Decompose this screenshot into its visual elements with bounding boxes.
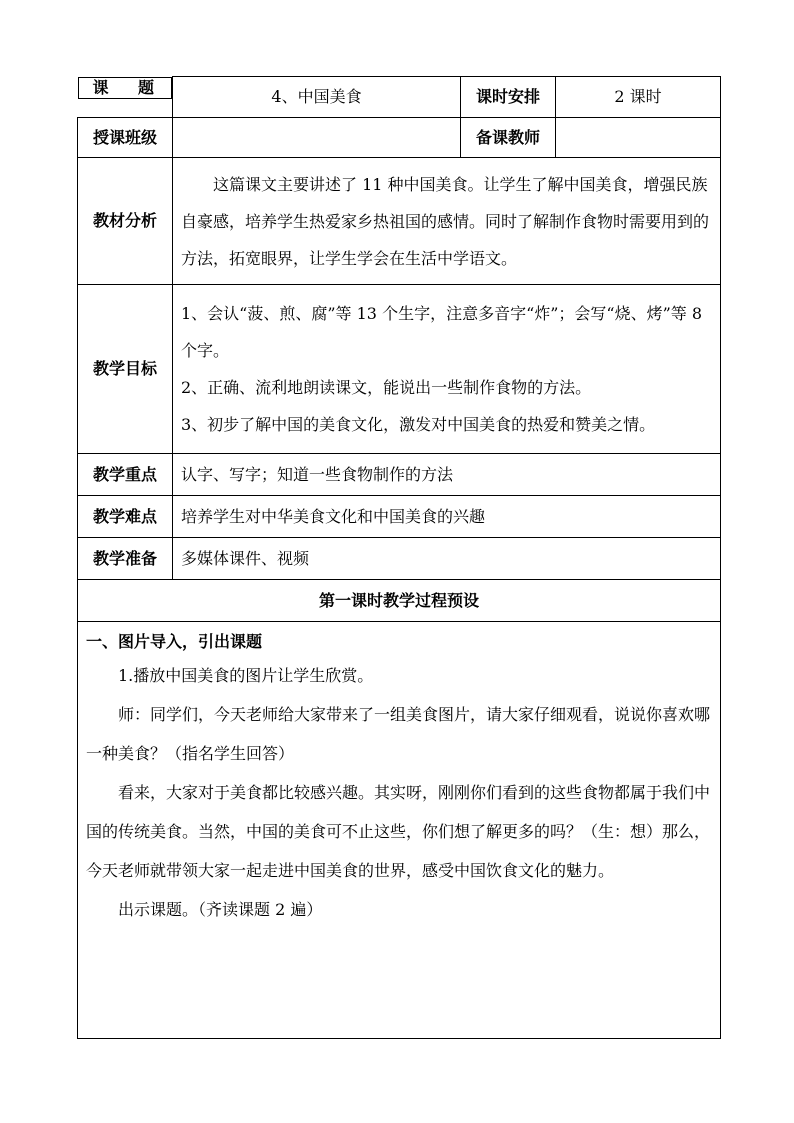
process-title: 第一课时教学过程预设	[78, 580, 721, 622]
objective-item: 2、正确、流利地朗读课文，能说出一些制作食物的方法。	[181, 378, 592, 397]
key-points-text: 认字、写字；知道一些食物制作的方法	[173, 454, 721, 496]
objective-item: 3、初步了解中国的美食文化，激发对中国美食的热爱和赞美之情。	[181, 415, 656, 434]
key-points-row	[78, 454, 721, 496]
process-title-row	[78, 580, 721, 622]
process-content	[78, 622, 721, 1039]
lesson-plan-table	[77, 76, 721, 1039]
topic-value: 4、中国美食	[173, 77, 461, 118]
analysis-text: 这篇课文主要讲述了 11 种中国美食。让学生了解中国美食，增强民族自豪感，培养学生热爱家乡热祖国的感情。同时了解制作食物时需要用到的方法，拓宽眼界，让学生学会在生活中学语文。	[181, 174, 710, 268]
class-label: 授课班级	[78, 118, 173, 158]
class-row	[78, 118, 721, 158]
objective-item: 1、会认“菠、煎、腐”等 13 个生字，注意多音字“炸”；会写“烧、烤”等 8 个字。	[181, 304, 703, 360]
process-paragraph: 1.播放中国美食的图片让学生欣赏。	[118, 666, 374, 685]
difficulties-label: 教学难点	[78, 496, 173, 538]
topic-label-char-1: 课	[92, 77, 109, 97]
objectives-row	[78, 285, 721, 454]
difficulties-row	[78, 496, 721, 538]
schedule-value: 2 课时	[556, 77, 721, 118]
key-points-label: 教学重点	[78, 454, 173, 496]
topic-label	[78, 77, 173, 99]
difficulties-text: 培养学生对中华美食文化和中国美食的兴趣	[173, 496, 721, 538]
preparation-label: 教学准备	[78, 538, 173, 580]
process-paragraph: 师：同学们，今天老师给大家带来了一组美食图片，请大家仔细观看，说说你喜欢哪一种美食？（指名学生回答）	[86, 705, 711, 763]
teacher-value	[556, 118, 721, 158]
analysis-label: 教材分析	[78, 158, 173, 285]
process-paragraph: 看来，大家对于美食都比较感兴趣。其实呀，刚刚你们看到的这些食物都属于我们中国的传统美食。当然，中国的美食可不止这些，你们想了解更多的吗？（生：想）那么，今天老师就带领大家一起走进中国美食的世界，感受中国饮食文化的魅力。	[86, 783, 711, 880]
preparation-row	[78, 538, 721, 580]
schedule-label: 课时安排	[461, 77, 556, 118]
preparation-text: 多媒体课件、视频	[173, 538, 721, 580]
teacher-label: 备课教师	[461, 118, 556, 158]
analysis-content	[173, 158, 721, 285]
class-value	[173, 118, 461, 158]
header-row	[78, 77, 721, 118]
process-row	[78, 622, 721, 1039]
topic-label-char-2: 题	[137, 77, 154, 97]
analysis-row	[78, 158, 721, 285]
section-heading: 一、图片导入，引出课题	[86, 632, 263, 651]
objectives-label: 教学目标	[78, 285, 173, 454]
objectives-content	[173, 285, 721, 454]
process-paragraph: 出示课题。（齐读课题 2 遍）	[118, 900, 323, 919]
